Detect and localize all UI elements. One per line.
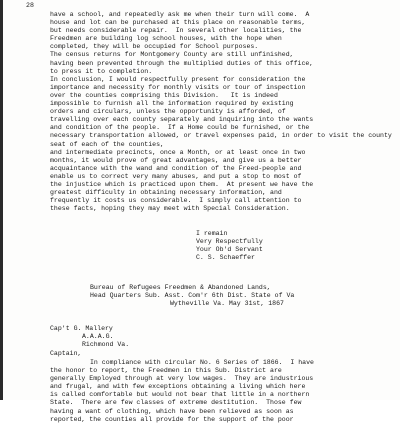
paragraph-line: but needs considerable repair. In several other localities, the	[50, 27, 302, 35]
letter-heading	[90, 284, 390, 308]
paragraph-line: over the counties comprising this Division. It is indeed	[50, 91, 278, 99]
address-line: Cap't G. Mallery	[50, 325, 113, 332]
paragraph-line: travelling over each county separately and inquiring into the wants	[50, 116, 314, 124]
body-line: and frugal, and with few exceptions obtaining a living which here	[50, 383, 306, 391]
salutation-line: Captain,	[50, 350, 82, 357]
letter-top-paragraphs	[50, 11, 395, 213]
paragraph-line: Freedmen are building log school houses, with the hope when	[50, 35, 282, 43]
paragraph-line: orders and circulars, unless the opportunity is afforded, of	[50, 108, 286, 116]
paragraph-line: to press it to completion.	[50, 67, 153, 75]
paragraph-line: the injustice which is practiced upon them. At present we have the	[50, 180, 314, 188]
paragraph-line: enable us to correct very many abuses, and put a stop to most of	[50, 172, 302, 180]
paragraph-line: In conclusion, I would respectfully present for consideration the	[50, 75, 306, 83]
heading-line: Wytheville Va. May 31st, 1867	[170, 300, 284, 308]
closing-line: C. S. Schaeffer	[196, 254, 255, 262]
body-line: State. There are few classes of extreme destitution. Those few	[50, 399, 302, 407]
paragraph-line: necessary transportation allowed, or travel expenses paid, in order to visit the county seat of each of the counties,	[50, 132, 396, 148]
paragraph-line: house and lot can be purchased at this place on reasonable terms,	[50, 19, 306, 27]
heading-line: Bureau of Refugees Freedmen & Abandoned Lands,	[90, 284, 271, 291]
closing-line: Your Ob'd Servant	[196, 246, 263, 254]
address-line: A.A.A.G.	[82, 333, 114, 341]
body-line: the honor to report, the Freedmen in this Sub. District are	[50, 367, 282, 375]
body-line: reported, the counties all provide for the support of the poor	[50, 415, 294, 423]
paragraph-line: have a school, and repeatedly ask me when their turn will come. A	[50, 11, 310, 18]
paragraph-line: having been prevented through the multiplied duties of this office,	[50, 59, 314, 67]
closing-line: I remain	[196, 230, 228, 237]
paragraph-line: importance and necessity for monthly visits or tour of inspection	[50, 83, 306, 91]
body-line: generally Employed through at very low wages. They are industrious	[50, 375, 314, 383]
paragraph-line: and intermediate precincts, once a Month, or at least once in two	[50, 148, 306, 156]
paragraph-line: months, it would prove of great advantages, and give us a better	[50, 156, 302, 164]
letter-salutation	[50, 350, 150, 358]
page-number: 28	[26, 2, 34, 9]
paragraph-line: and condition of the people. If a Home could be furnished, or the	[50, 124, 310, 132]
body-line: In compliance with circular No. 6 Series of 1866. I have	[90, 359, 314, 366]
body-line: is called comfortable but would not bear that little in a northern	[50, 391, 310, 399]
paragraph-line: acquaintance with the wand and condition of the Freed-people and	[50, 164, 302, 172]
paragraph-line: The census returns for Montgomery County are still unfinished,	[50, 51, 294, 59]
paragraph-line: greatest difficulty in obtaining necessary information, and	[50, 189, 282, 197]
body-line: having a want of clothing, which have been relieved as soon as	[50, 407, 294, 415]
paragraph-line: impossible to furnish all the information required by existing	[50, 100, 294, 108]
paragraph-line: frequently it costs us considerable. I simply call attention to	[50, 197, 302, 205]
heading-line: Head Quarters Sub. Asst. Com'r 6th Dist. State of Va	[90, 292, 295, 300]
paragraph-line: these facts, hoping they may meet with Special Consideration.	[50, 205, 290, 213]
address-line: Richmond Va.	[82, 341, 130, 349]
letter-address	[50, 325, 250, 349]
letter-body	[50, 359, 395, 424]
page-edge-shadow	[0, 0, 3, 400]
paragraph-line: completed, they will be occupied for School purposes.	[50, 43, 259, 51]
closing-line: Very Respectfully	[196, 238, 263, 246]
letter-closing	[196, 230, 346, 262]
